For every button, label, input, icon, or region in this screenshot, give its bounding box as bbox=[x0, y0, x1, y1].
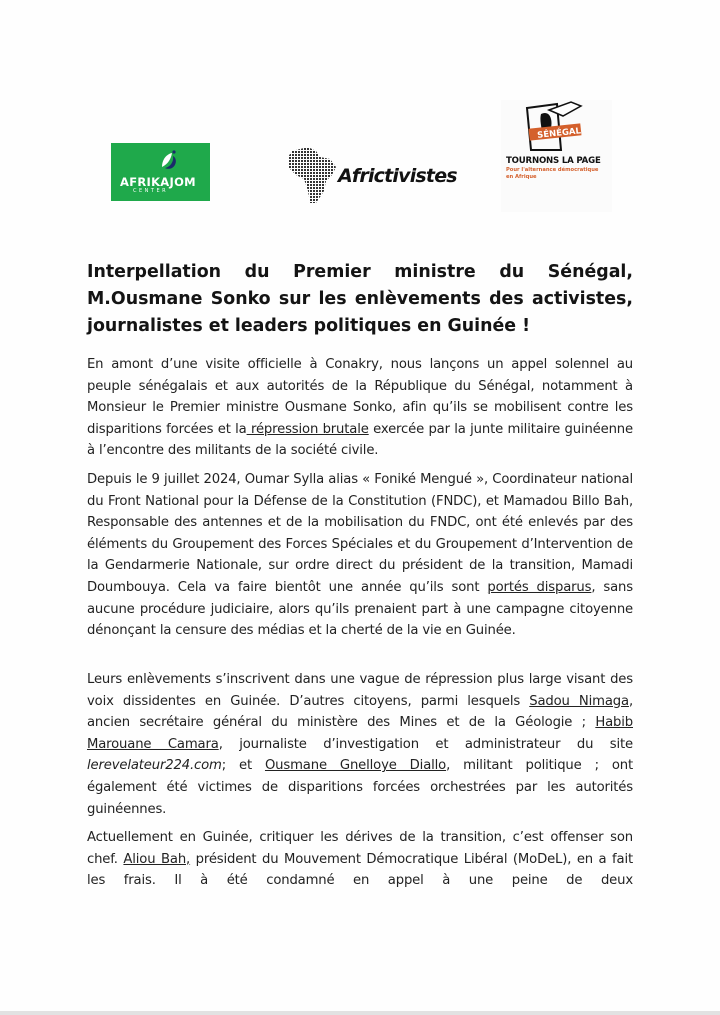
link-habib-marouane-camara[interactable]: Habib Marouane Camara bbox=[87, 715, 633, 752]
link-aliou-bah[interactable]: Aliou Bah, bbox=[123, 851, 191, 867]
afrikajom-leaf-icon bbox=[158, 149, 180, 171]
paragraph-4: Actuellement en Guinée, critiquer les dérives de la transition, c’est offenser son chef. Aliou Bah, président du Mouvement Démocratique Libéral (MoDeL), en a fait les frais. Il à été condamné en appel à une peine de deux bbox=[87, 830, 634, 889]
ballot-box-icon bbox=[519, 100, 589, 152]
paragraph-2: Depuis le 9 juillet 2024, Oumar Sylla alias « Foniké Mengué », Coordinateur national du Front National pour la Défense de la Constitution (FNDC), et Mamadou Billo Bah, Responsable des antennes et de la mobilisation du FNDC, ont été enlevés par des éléments du Groupement des Forces Spéciales et du Groupement d’Intervention de la Gendarmerie Nationale, sur ordre direct du président de la transition, Mamadi Doumbouya. Cela va faire bientôt une année qu’ils sont portés disparus, sans aucune procédure judiciaire, alors qu’ils prenaient part à une campagne citoyenne dénonçant la censure des médias et la cherté de la vie en Guinée. bbox=[87, 472, 633, 639]
afrikajom-logo bbox=[111, 143, 210, 201]
tournons-la-page-logo bbox=[501, 100, 612, 212]
link-ousmane-gnelloye-diallo[interactable]: Ousmane Gnelloye Diallo bbox=[264, 758, 447, 774]
paragraph-3: Leurs enlèvements s’inscrivent dans une vague de répression plus large visant des voix dissidentes en Guinée. D’autres citoyens, parmi lesquels Sadou Nimaga, ancien secrétaire général du ministère des Mines et de la Géologie ; Habib Marouane Camara, journaliste d’investigation et administrateur du site lerevelateur224.com; et Ousmane Gnelloye Diallo, militant politique ; ont également été victimes de disparitions forcées orchestrées par les autorités guinéennes. bbox=[87, 672, 633, 817]
tlp-tagline: Pour l'alternance démocratique en Afrique bbox=[506, 167, 599, 180]
tlp-title: TOURNONS LA PAGE bbox=[506, 156, 601, 166]
afrikajom-name: AFRIKAJOM bbox=[120, 175, 196, 189]
page-bottom-edge bbox=[0, 1011, 720, 1015]
document-title: Interpellation du Premier ministre du Sénégal, M.Ousmane Sonko sur les enlèvements des activistes, journalistes et leaders politiques en Guinée ! bbox=[87, 262, 633, 336]
link-repression-brutale[interactable]: répression brutale bbox=[246, 421, 369, 437]
link-portes-disparus[interactable]: portés disparus bbox=[487, 579, 592, 595]
africtivistes-name: Africtivistes bbox=[338, 165, 457, 187]
africtivistes-logo bbox=[286, 145, 457, 205]
tlp-badge: SÉNÉGAL bbox=[536, 126, 582, 141]
afrikajom-sub: CENTER bbox=[133, 188, 169, 194]
site-name: lerevelateur224.com bbox=[87, 758, 222, 774]
link-sadou-nimaga[interactable]: Sadou Nimaga bbox=[529, 693, 629, 709]
paragraph-1: En amont d’une visite officielle à Conakry, nous lançons un appel solennel au peuple sénégalais et aux autorités de la République du Sénégal, notamment à Monsieur le Premier ministre Ousmane Sonko, afin qu’ils se mobilisent contre les disparitions forcées et la répression brutale exercée par la junte militaire guinéenne à l’encontre des militants de la société civile. bbox=[87, 357, 633, 459]
